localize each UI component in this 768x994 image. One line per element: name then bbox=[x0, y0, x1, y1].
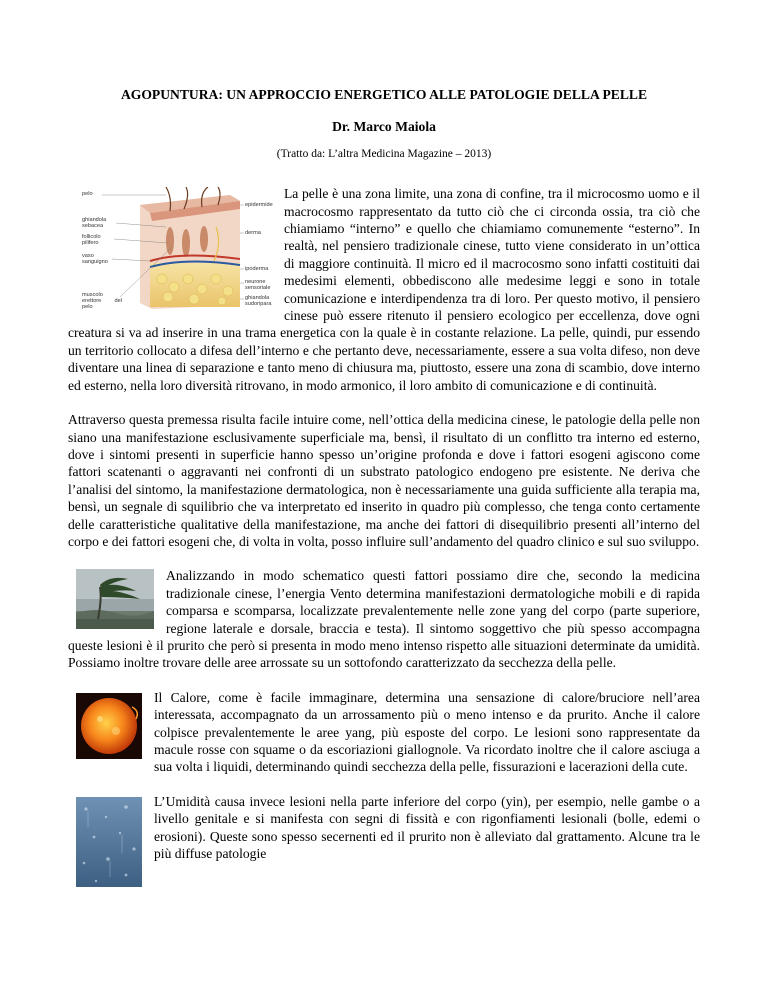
paragraph-calore-text: Il Calore, come è facile immaginare, determina una sensazione di calore/bruciore nell’area interessata, accompagnato da un arrossamento più o meno intenso e da prurito. Anche il calore colpisce prevalentemente le aree yang, più esposte del corpo. Le lesioni sono rappresentate da macule rosse con squame o da escoriazioni giallognole. Va ricordato inoltre che il calore asciuga a sua volta i liquidi, determinando quindi secchezza della pelle, fissurazioni e lacerazioni della cute. bbox=[154, 689, 700, 775]
label-follicolo: follicolo pilifero bbox=[82, 234, 101, 247]
label-derma: derma bbox=[245, 230, 261, 237]
author-name: Dr. Marco Maiola bbox=[332, 119, 436, 135]
label-ghiandola-sebacea: ghiandola sebacea bbox=[82, 217, 107, 230]
label-vaso: vaso sanguigno bbox=[82, 253, 108, 266]
paragraph-umidita-text: L’Umidità causa invece lesioni nella parte inferiore del corpo (yin), per esempio, nelle gambe o a livello genitale e si manifesta con segni di fissità e con rigonfiamenti lesionali (bolle, edemi o erosioni). Queste sono spesso secernenti ed il prurito non è alleviato dal grattamento. Alcune tra le più diffuse patologie bbox=[154, 793, 700, 862]
label-ipoderma: ipoderma bbox=[245, 266, 269, 273]
label-pelo: pelo bbox=[82, 191, 93, 198]
source-note: (Tratto da: L’altra Medicina Magazine – 2013) bbox=[276, 147, 492, 160]
skin-diagram bbox=[82, 187, 278, 313]
label-neurone: neurone sensoriale bbox=[245, 279, 271, 292]
wind-photo bbox=[76, 569, 154, 629]
paragraph-vento-text: Analizzando in modo schematico questi fattori possiamo dire che, secondo la medicina tradizionale cinese, l’energia Vento determina manifestazioni dermatologiche mobili e di rapida comparsa e scomparsa, localizzate prevalentemente nelle zone yang del corpo (parte superiore, regione laterale e dorsale, braccia e testa). Il sintomo soggettivo che più spesso accompagna queste lesioni è il prurito che però si presenta in modo meno intenso rispetto alle situazioni determinate da umidità. Possiamo inoltre trovare delle aree arrossate su un sottofondo caratterizzato da secchezza della pelle. bbox=[68, 568, 700, 671]
rain-window-photo bbox=[76, 797, 142, 887]
paragraph-vento bbox=[68, 567, 700, 671]
paragraph-premessa: Attraverso questa premessa risulta facile intuire come, nell’ottica della medicina cinese, le patologie della pelle non siano una manifestazione esclusivamente superficiale ma, bensì, il risultato di un conflitto tra interno ed esterno, dove i sintomi presenti in superficie hanno spesso un’origine profonda e dove i fattori esogeni agiscono come fattori scatenanti o aggravanti nei confronti di un substrato patologico endogeno pre esistente. Ne deriva che l’analisi del sintomo, la manifestazione dermatologica, non è necessariamente una guida sufficiente alla terapia ma, bensì, un segnale di squilibrio che va interpretato ed inserito in quadro più complesso, che tenga conto certamente delle caratteristiche qualitative della manifestazione, ma anche dei fattori di disequilibrio presenti all’interno del corpo e dei fattori esogeni che, di volta in volta, posso influire sull’andamento del quadro clinico e sul suo sviluppo. bbox=[68, 412, 700, 549]
paragraph-umidita bbox=[68, 793, 700, 863]
paragraph-1-text: La pelle è una zona limite, una zona di confine, tra il microcosmo uomo e il macrocosmo rappresentato da tutto ciò che ci circonda ossia, tra ciò che chiamiamo “interno” e quello che chiamiamo comunemente “esterno”. In realtà, nel pensiero tradizionale cinese, tutto viene considerato in un’ottica di maggiore continuità. Il micro ed il macrocosmo sono infatti costituiti dai medesimi elementi, obbediscono alle medesime leggi e sono in totale comunicazione e interdipendenza tra di loro. Per questo motivo, il pensiero cinese può essere ritenuto il pensiero ecologico per eccellenza, dove ogni creatura si va ad inserire in una trama energetica con la quale è in costante relazione. La pelle, quindi, pur essendo un territorio collocato a difesa dell’interno e che pertanto deve, necessariamente, essere a sua volta difeso, non deve diventare una linea di separazione e tanto meno di chiusura ma, piuttosto, essere una zona di scambio, dove interno ed esterno, nella loro diversità ritrovano, in modo armonico, il loro ambito di comunicazione e di continuità. bbox=[68, 186, 700, 393]
paragraph-skin-intro bbox=[68, 185, 700, 394]
label-ghiandola-sudoripara: ghiandola sudoripara bbox=[245, 295, 272, 308]
sun-photo bbox=[76, 693, 142, 759]
label-muscolo: muscolo erettore del pelo bbox=[82, 292, 122, 311]
document-title: AGOPUNTURA: UN APPROCCIO ENERGETICO ALLE PATOLOGIE DELLA PELLE bbox=[120, 87, 648, 102]
paragraph-calore bbox=[68, 689, 700, 776]
label-epidermide: epidermide bbox=[245, 202, 273, 209]
